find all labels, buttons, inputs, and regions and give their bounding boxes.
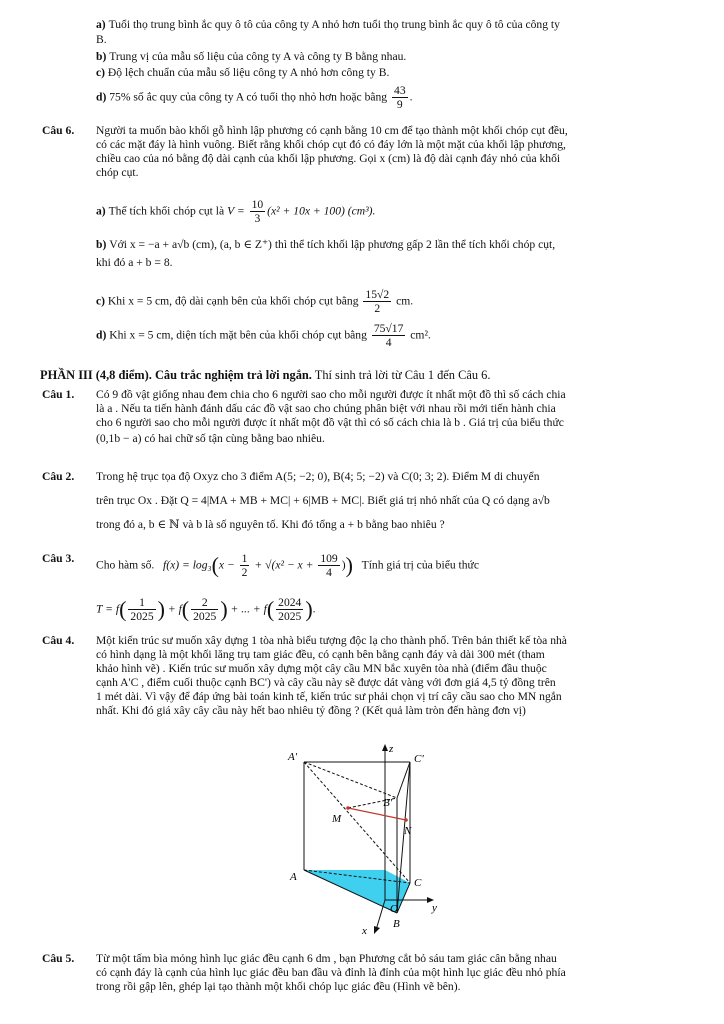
option-c: c) Độ lệch chuẩn của mẫu số liệu công ty A nhỏ hơn công ty B. (96, 66, 390, 79)
question-label: Câu 5. (42, 952, 75, 965)
label-z: z (389, 743, 394, 755)
diag-a1c (304, 762, 410, 883)
label-a: A (290, 871, 297, 883)
fraction: $\frac{43}{9}$ (394, 84, 406, 112)
z-arrow (382, 744, 388, 751)
q6-option-d: d) Khi x = 5 cm, diện tích mặt bên của khối chóp cụt bằng $\frac{75√17}{4}$ cm². (96, 322, 431, 350)
question-label: Câu 2. (42, 470, 75, 483)
question-label: Câu 6. (42, 124, 75, 137)
label-c1: C' (414, 753, 424, 765)
label-y: y (432, 902, 437, 914)
prism-figure (280, 740, 450, 940)
edge-a1b1 (304, 762, 397, 798)
q6-option-a: a) Thể tích khối chóp cụt là V = $\frac{10}{3}$ (x² + 10x + 100) (cm³). (96, 198, 376, 226)
option-d: d) 75% số ắc quy của công ty A có tuổi thọ nhỏ hơn hoặc bằng $\frac{43}{9}$ . (96, 84, 413, 112)
q6-option-b: b) Với x = −a + a√b (cm), (a, b ∈ Z⁺) thì thể tích khối lập phương gấp 2 lần thể tích khối chóp cụt, (96, 238, 556, 251)
label-b1: B' (383, 797, 393, 809)
question-label: Câu 3. (42, 552, 75, 565)
document-page: a) Tuổi thọ trung bình ắc quy ô tô của công ty A nhỏ hơn tuổi thọ trung bình ắc quy ô tô của công ty B. b) Trung vị của mẫu số liệu của công ty A và công ty B bằng nhau. c) Độ lệch chuẩn của mẫu số liệu công ty A nhỏ hơn công ty B. d) 75% số ắc quy của công ty A có tuổi thọ nhỏ hơn hoặc bằng $\frac{43}{9}$ . Câu 6. Người ta muốn bào khối gỗ hình lập phương có cạnh bằng 10 cm để tạo thành một khối chóp cụt đều, có các mặt đáy là hình vuông. Biết rằng khối chóp cụt đó có đáy lớn là một mặt của khối lập phương, chiều cao của nó bằng độ dài cạnh của khối lập phương. Gọi x (cm) là độ dài cạnh đáy nhỏ của khối chóp cụt. a) Thể tích khối chóp cụt là V = $\frac{10}{3}$ (x² + 10x + 100) (cm³). b) Với x = −a + a√b (cm), (a, b ∈ Z⁺) thì thể tích khối lập phương gấp 2 lần thể tích khối chóp cụt, khi đó a + b = 8. c) Khi x = 5 cm, độ dài cạnh bên của khối chóp cụt bằng $\frac{15√2}{2}$ cm. d) Khi x = 5 cm, diện tích mặt bên của khối chóp cụt bằng $\frac{75√17}{4}$ cm². PHẦN III (4,8 điểm). Câu trắc nghiệm trả lời ngắn. Thí sinh trả lời từ Câu 1 đến Câu 6. Câu 1. Có 9 đồ vật giống nhau đem chia cho 6 người sao cho mỗi người được ít nhất một đồ thì số cách chia là a . Nếu ta tiến hành đánh dấu các đồ vật sao cho chúng phân biệt với nhau rồi mới tiến hành chia cho 6 người sao cho mỗi người được ít nhất một đồ vật thì có số cách chia là b . Giá trị của biểu thức (0,1b − a) có hai chữ số tận cùng bằng bao nhiêu. Câu 2. Trong hệ trục tọa độ Oxyz cho 3 điểm A(5; −2; 0), B(4; 5; −2) và C(0; 3; 2). Điểm M di chuyển trên trục Ox . Đặt Q = 4|MA + MB + MC| + 6|MB + MC|. Biết giá trị nhỏ nhất của Q có dạng a√b trong đó a, b ∈ ℕ và b là số nguyên tố. Khi đó tổng a + b bằng bao nhiêu ? Câu 3. Cho hàm số. f(x) = log₃(x − $\frac{1}{2}$ + √(x² − x + $\frac{109}{4}$ )) Tính giá trị của biểu thức T = f( $\frac{1}{2025}$ ) + f( $\frac{2}{2025}$ ) + ... + f( $\frac{2024}{2025}$ ). Câu 4. Một kiến trúc sư muốn xây dựng 1 tòa nhà biểu tượng độc lạ cho thành phố. Trên bản thiết kế tòa nhà có hình dạng là một khối lăng trụ tam giác đều, có cạnh bên bằng cạnh đáy và dài 300 mét (tham khảo hình vẽ) . Kiến trúc sư muốn xây dựng một cây cầu MN bắc xuyên tòa nhà (điểm đầu thuộc cạnh A'C , điểm cuối thuộc cạnh BC') và cây cầu này sẽ được dát vàng với đơn giá 4,5 tỷ đồng trên 1 mét dài. Vì vậy để đáp ứng bài toán kinh tế, kiến trúc sư phải chọn vị trí cây cầu sao cho MN ngắn nhất. Khi đó giá xây cây cầu này hết bao nhiêu tỷ đồng ? (Kết quả làm tròn đến hàng đơn vị) z A' C' B' M N C A O y x B Câu 5. Từ một tấm bìa mỏng hình lục giác đều cạnh 6 dm , bạn Phương cắt bỏ sáu tam giác cân bằng nhau có cạnh đáy là cạnh của hình lục giác đều ban đầu và đỉnh là đỉnh của một hình lục giác đều nhỏ phía trong rồi gập lên, ghép lại tạo thành một khối chóp lục giác đều (Hình vẽ bên). (0, 0, 724, 1024)
x-arrow (374, 926, 380, 934)
point-n (404, 818, 408, 822)
label-m: M (332, 813, 342, 825)
section-heading: PHẦN III (4,8 điểm). Câu trắc nghiệm trả lời ngắn. Thí sinh trả lời từ Câu 1 đến Câu 6. (40, 368, 491, 382)
label-o: O (390, 903, 398, 915)
option-a-cont: B. (96, 33, 107, 46)
option-a: a) Tuổi thọ trung bình ắc quy ô tô của công ty A nhỏ hơn tuổi thọ trung bình ắc quy ô tô của công ty (96, 18, 560, 31)
q6-option-c: c) Khi x = 5 cm, độ dài cạnh bên của khối chóp cụt bằng $\frac{15√2}{2}$ cm. (96, 288, 414, 316)
question-label: Câu 1. (42, 388, 75, 401)
option-b: b) Trung vị của mẫu số liệu của công ty A và công ty B bằng nhau. (96, 50, 407, 63)
label-c: C (414, 877, 422, 889)
label-x: x (362, 925, 367, 937)
label-b: B (393, 918, 400, 930)
question-label: Câu 4. (42, 634, 75, 647)
label-n: N (404, 825, 412, 837)
q6-option-b-cont: khi đó a + b = 8. (96, 256, 173, 269)
point-m (346, 806, 350, 810)
label-a1: A' (288, 751, 298, 763)
